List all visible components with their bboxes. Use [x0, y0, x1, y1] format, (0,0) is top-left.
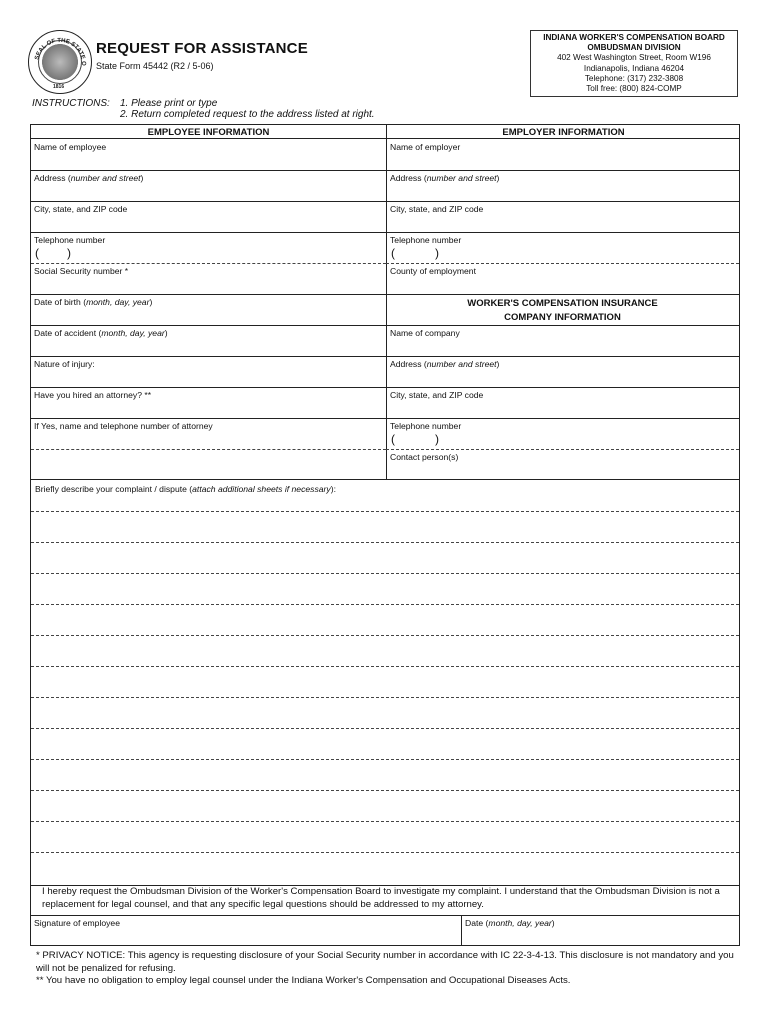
row-line [386, 418, 739, 419]
privacy-notice: * PRIVACY NOTICE: This agency is requesting disclosure of your Social Security number in accordance with IC 22-3-4-13. This disclosure is not mandatory and you will not be penalized for refusing. [36, 950, 734, 974]
attorney-info-label: If Yes, name and telephone number of attorney [34, 421, 213, 431]
row-line [31, 170, 386, 171]
insurance-company-label: Name of company [390, 328, 460, 338]
employee-phone-open-paren: ( [35, 246, 39, 260]
employee-name-label: Name of employee [34, 142, 107, 152]
insurance-heading-line1: WORKER'S COMPENSATION INSURANCE [467, 298, 658, 309]
row-line [31, 294, 386, 295]
contact-person-label: Contact person(s) [390, 452, 459, 462]
row-line [31, 232, 386, 233]
employer-heading: EMPLOYER INFORMATION [502, 127, 625, 138]
row-line [386, 325, 739, 326]
request-statement: I hereby request the Ombudsman Division of the Worker's Compensation Board to investigate my complaint. I understand that the Ombudsman Division is not a replacement for legal counsel, and that any specific legal questions should be addressed to my attorney. [42, 886, 720, 910]
insurance-city-label: City, state, and ZIP code [390, 390, 484, 400]
complaint-line [31, 635, 739, 636]
complaint-line [31, 821, 739, 822]
attorney-question-label: Have you hired an attorney? ** [34, 390, 152, 400]
employee-phone-close-paren: ) [67, 246, 71, 260]
complaint-line [31, 573, 739, 574]
employee-heading: EMPLOYEE INFORMATION [147, 127, 270, 138]
complaint-line [31, 852, 739, 853]
row-dash [386, 263, 739, 264]
employee-ssn-label: Social Security number * [34, 266, 129, 276]
insurance-heading-line2: COMPANY INFORMATION [504, 312, 621, 323]
form-title: REQUEST FOR ASSISTANCE [96, 40, 308, 57]
employer-name-label: Name of employer [390, 142, 461, 152]
employee-phone-label: Telephone number [34, 235, 106, 245]
employee-doa-label: Date of accident (month, day, year) [34, 328, 168, 338]
complaint-line [31, 728, 739, 729]
row-line [386, 294, 739, 295]
instructions-step-2: 2. Return completed request to the address listed at right. [120, 109, 375, 120]
signature-date-label: Date (month, day, year) [465, 918, 555, 928]
signature-divider [31, 915, 739, 916]
agency-toll-free: Toll free: (800) 824-COMP [586, 84, 682, 94]
heading-divider [31, 138, 739, 139]
injury-label: Nature of injury: [34, 359, 95, 369]
insurance-phone-open-paren: ( [391, 432, 395, 446]
employer-phone-close-paren: ) [435, 246, 439, 260]
svg-text:SEAL OF THE STATE OF: SEAL OF THE STATE O [34, 37, 87, 66]
footnotes [36, 950, 746, 988]
county-label: County of employment [390, 266, 476, 276]
row-dash [31, 263, 386, 264]
employer-phone-open-paren: ( [391, 246, 395, 260]
row-line [31, 325, 386, 326]
signature-label: Signature of employee [34, 918, 120, 928]
row-line [386, 356, 739, 357]
agency-telephone: Telephone: (317) 232-3808 [584, 73, 684, 83]
row-dash [31, 449, 386, 450]
signature-date-divider [461, 915, 462, 945]
employer-address-label: Address (number and street) [390, 173, 500, 183]
row-line [31, 387, 386, 388]
employer-phone-label: Telephone number [390, 235, 462, 245]
employer-city-label: City, state, and ZIP code [390, 204, 484, 214]
employee-dob-label: Date of birth (month, day, year) [34, 297, 153, 307]
row-line [386, 232, 739, 233]
instructions-label: INSTRUCTIONS: [32, 98, 110, 109]
seal-year: 1816 [53, 84, 65, 90]
row-line [386, 201, 739, 202]
state-seal [28, 30, 92, 94]
complaint-line [31, 790, 739, 791]
row-dash [386, 449, 739, 450]
legal-counsel-note: ** You have no obligation to employ legal counsel under the Indiana Worker's Compensation and Occupational Diseases Acts. [36, 975, 571, 987]
agency-division: OMBUDSMAN DIVISION [587, 43, 681, 53]
row-line [31, 418, 386, 419]
complaint-divider [31, 479, 739, 480]
complaint-line [31, 604, 739, 605]
complaint-line [31, 697, 739, 698]
insurance-phone-label: Telephone number [390, 421, 462, 431]
row-line [31, 201, 386, 202]
employee-address-label: Address (number and street) [34, 173, 144, 183]
agency-street: 402 West Washington Street, Room W196 [557, 53, 711, 63]
row-line [386, 387, 739, 388]
insurance-address-label: Address (number and street) [390, 359, 500, 369]
form-frame [30, 124, 740, 946]
instructions-step-1: 1. Please print or type [120, 98, 218, 109]
complaint-line [31, 759, 739, 760]
row-line [31, 356, 386, 357]
insurance-phone-close-paren: ) [435, 432, 439, 446]
agency-city: Indianapolis, Indiana 46204 [583, 63, 685, 73]
agency-name: INDIANA WORKER'S COMPENSATION BOARD [543, 33, 725, 42]
complaint-label: Briefly describe your complaint / dispute (attach additional sheets if necessary): [35, 484, 336, 494]
row-line [386, 170, 739, 171]
state-form-number: State Form 45442 (R2 / 5-06) [96, 61, 214, 71]
complaint-line [31, 542, 739, 543]
complaint-line [31, 666, 739, 667]
employee-city-label: City, state, and ZIP code [34, 204, 128, 214]
agency-address-box [530, 30, 738, 97]
complaint-line [31, 511, 739, 512]
